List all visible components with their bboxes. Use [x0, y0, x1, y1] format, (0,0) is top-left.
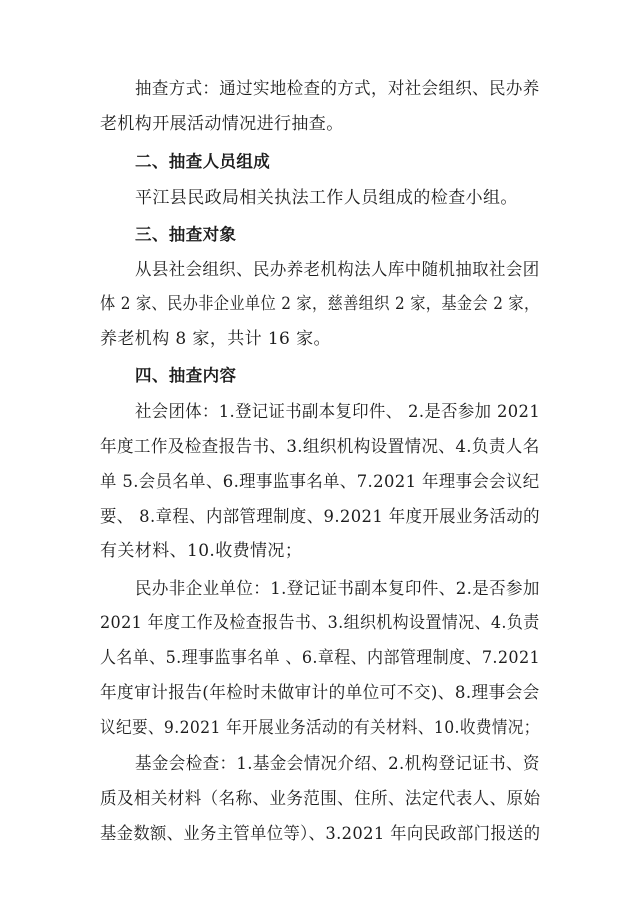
- paragraph-line: 2021 年度工作及检查报告书、3.组织机构设置情况、4.负责: [100, 613, 540, 633]
- paragraph-line: 基金数额、业务主管单位等）、3.2021 年向民政部门报送的: [100, 824, 541, 844]
- paragraph-line: 民办非企业单位：1.登记证书副本复印件、2.是否参加: [135, 579, 540, 599]
- paragraph-line: 年度审计报告(年检时未做审计的单位可不交)、8.理事会会: [100, 683, 540, 703]
- paragraph-line: 平江县民政局相关执法工作人员组成的检查小组。: [135, 188, 518, 208]
- paragraph-line: 质及相关材料（名称、业务范围、住所、法定代表人、原始: [100, 789, 541, 809]
- paragraph-line: 社会团体：1.登记证书副本复印件、 2.是否参加 2021: [135, 402, 541, 422]
- section-heading: 四、抽查内容: [135, 366, 237, 385]
- section-heading: 二、抽查人员组成: [135, 152, 271, 171]
- paragraph-line: 体 2 家、民办非企业单位 2 家，慈善组织 2 家，基金会 2 家，: [100, 294, 540, 314]
- paragraph-line: 年度工作及检查报告书、3.组织机构设置情况、4.负责人名: [100, 437, 540, 457]
- paragraph-line: 有关材料、10.收费情况；: [100, 541, 303, 561]
- paragraph-line: 人名单、5.理事监事名单 、6.章程、内部管理制度、7.2021: [100, 648, 541, 668]
- paragraph-line: 养老机构 8 家，共计 16 家。: [100, 329, 331, 349]
- paragraph-line: 单 5.会员名单、6.理事监事名单、7.2021 年理事会会议纪: [100, 472, 540, 492]
- paragraph-line: 议纪要、9.2021 年开展业务活动的有关材料、10.收费情况；: [100, 718, 540, 738]
- paragraph-line: 抽查方式：通过实地检查的方式，对社会组织、民办养: [135, 79, 540, 99]
- paragraph-line: 老机构开展活动情况进行抽查。: [100, 114, 344, 134]
- paragraph-line: 从县社会组织、民办养老机构法人库中随机抽取社会团: [135, 260, 540, 280]
- paragraph-line: 基金会检查：1.基金会情况介绍、2.机构登记证书、资: [135, 754, 540, 774]
- section-heading: 三、抽查对象: [135, 225, 237, 244]
- paragraph-line: 要、 8.章程、内部管理制度、9.2021 年度开展业务活动的: [100, 507, 540, 527]
